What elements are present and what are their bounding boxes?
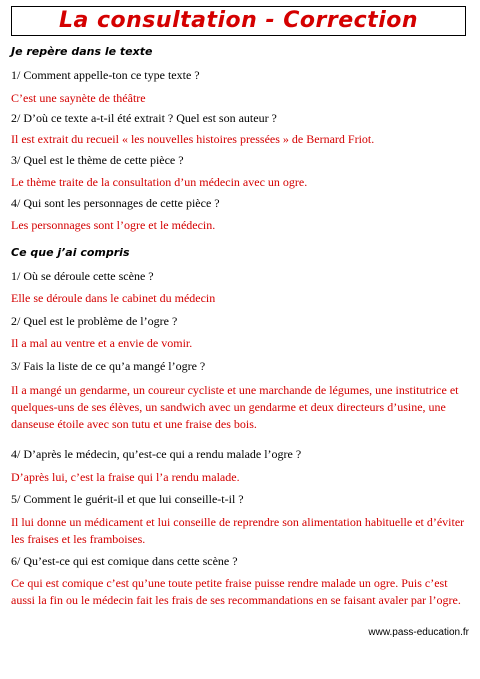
comprehension-answer-2: Il a mal au ventre et a envie de vomir. <box>11 336 193 350</box>
question-1: 1/ Comment appelle-ton ce type texte ? <box>11 68 200 82</box>
page-title: La consultation - Correction <box>58 8 419 33</box>
comprehension-question-3: 3/ Fais la liste de ce qu’a mangé l’ogre ? <box>11 359 206 373</box>
comprehension-question-5: 5/ Comment le guérit-il et que lui conseille-t-il ? <box>11 492 244 506</box>
section-heading-repere: Je repère dans le texte <box>11 45 153 58</box>
section-heading-compris: Ce que j’ai compris <box>11 246 130 259</box>
title-box <box>11 6 466 36</box>
answer-1: C’est une saynète de théâtre <box>11 91 146 105</box>
answer-4: Les personnages sont l’ogre et le médecin. <box>11 218 216 232</box>
comprehension-answer-6: Ce qui est comique c’est qu’une toute petite fraise puisse rendre malade un ogre. Puis c’est aussi la fin ou le médecin fait les frais de ses recommandations en se faisant avaler par l’ogre. <box>11 576 461 607</box>
comprehension-question-1: 1/ Où se déroule cette scène ? <box>11 269 154 283</box>
answer-3: Le thème traite de la consultation d’un médecin avec un ogre. <box>11 175 308 189</box>
question-3: 3/ Quel est le thème de cette pièce ? <box>11 153 184 167</box>
answer-2: Il est extrait du recueil « les nouvelles histoires pressées » de Bernard Friot. <box>11 132 375 146</box>
question-2: 2/ D’où ce texte a-t-il été extrait ? Quel est son auteur ? <box>11 111 277 125</box>
comprehension-question-4: 4/ D’après le médecin, qu’est-ce qui a rendu malade l’ogre ? <box>11 447 302 461</box>
comprehension-question-6: 6/ Qu’est-ce qui est comique dans cette scène ? <box>11 554 238 568</box>
footer-website: www.pass-education.fr <box>368 627 469 638</box>
comprehension-answer-1: Elle se déroule dans le cabinet du médecin <box>11 291 216 305</box>
comprehension-answer-4: D’après lui, c’est la fraise qui l’a rendu malade. <box>11 470 240 484</box>
comprehension-answer-3: Il a mangé un gendarme, un coureur cycliste et une marchande de légumes, une institutrice et quelques-uns de ses élèves, un sandwich avec un gendarme et deux directeurs d’usine, une danseuse étoile avec son tutu et une fraise des bois. <box>11 383 459 431</box>
comprehension-answer-5: Il lui donne un médicament et lui conseille de reprendre son alimentation habituelle et d’éviter les fraises et les framboises. <box>11 515 465 546</box>
comprehension-question-2: 2/ Quel est le problème de l’ogre ? <box>11 314 178 328</box>
question-4: 4/ Qui sont les personnages de cette pièce ? <box>11 196 220 210</box>
